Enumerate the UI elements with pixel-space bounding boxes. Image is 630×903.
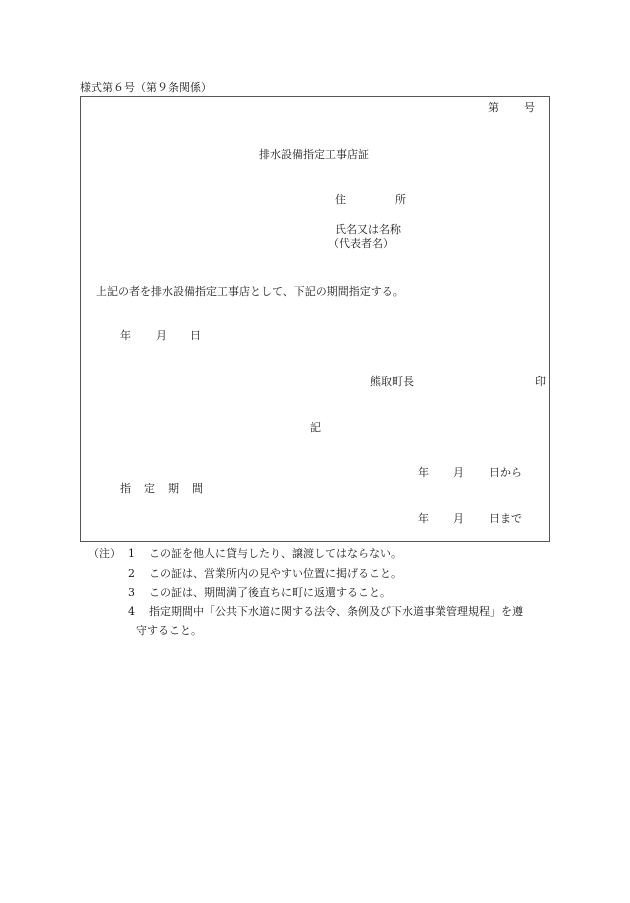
number-label-go: 号 <box>524 101 535 114</box>
representative-label: （代表者名） <box>328 237 394 250</box>
note-text: この証は、営業所内の見やすい位置に掲げること。 <box>149 567 402 580</box>
note-text: この証は、期間満了後直ちに町に返還すること。 <box>149 586 391 599</box>
designation-statement: 上記の者を排水設備指定工事店として、下記の期間指定する。 <box>96 285 404 298</box>
address-label-a: 住 <box>335 193 346 206</box>
period-from-suffix: 日から <box>489 466 522 479</box>
note-text: この証を他人に貸与したり、譲渡してはならない。 <box>149 547 402 560</box>
note-continuation: 守すること。 <box>136 624 202 637</box>
period-label-d: 間 <box>192 482 203 495</box>
address-label-b: 所 <box>395 193 406 206</box>
period-label-a: 指 <box>120 482 131 495</box>
issue-year-label: 年 <box>120 329 131 342</box>
form-label: 様式第６号（第９条関係） <box>80 81 212 94</box>
note-number: 1 <box>128 547 135 560</box>
period-label-c: 期 <box>168 482 179 495</box>
period-from-month: 月 <box>453 466 464 479</box>
period-to-month: 月 <box>453 512 464 525</box>
period-to-suffix: 日まで <box>489 512 522 525</box>
note-number: 2 <box>128 567 135 580</box>
issuer: 熊取町長 <box>370 375 414 388</box>
period-to-year: 年 <box>418 512 429 525</box>
name-label: 氏名又は名称 <box>335 223 401 236</box>
issue-day-label: 日 <box>190 329 201 342</box>
note-text: 指定期間中「公共下水道に関する法令、条例及び下水道事業管理規程」を遵 <box>149 605 523 618</box>
seal-mark: 印 <box>535 375 546 388</box>
issue-month-label: 月 <box>156 329 167 342</box>
note-number: 3 <box>128 586 135 599</box>
period-from-year: 年 <box>418 466 429 479</box>
period-label-b: 定 <box>144 482 155 495</box>
notes-prefix: （注） <box>88 547 121 560</box>
certificate-frame <box>80 96 550 542</box>
ki-label: 記 <box>310 421 321 434</box>
number-label-dai: 第 <box>488 101 499 114</box>
certificate-title: 排水設備指定工事店証 <box>259 148 369 161</box>
note-number: 4 <box>128 605 135 618</box>
